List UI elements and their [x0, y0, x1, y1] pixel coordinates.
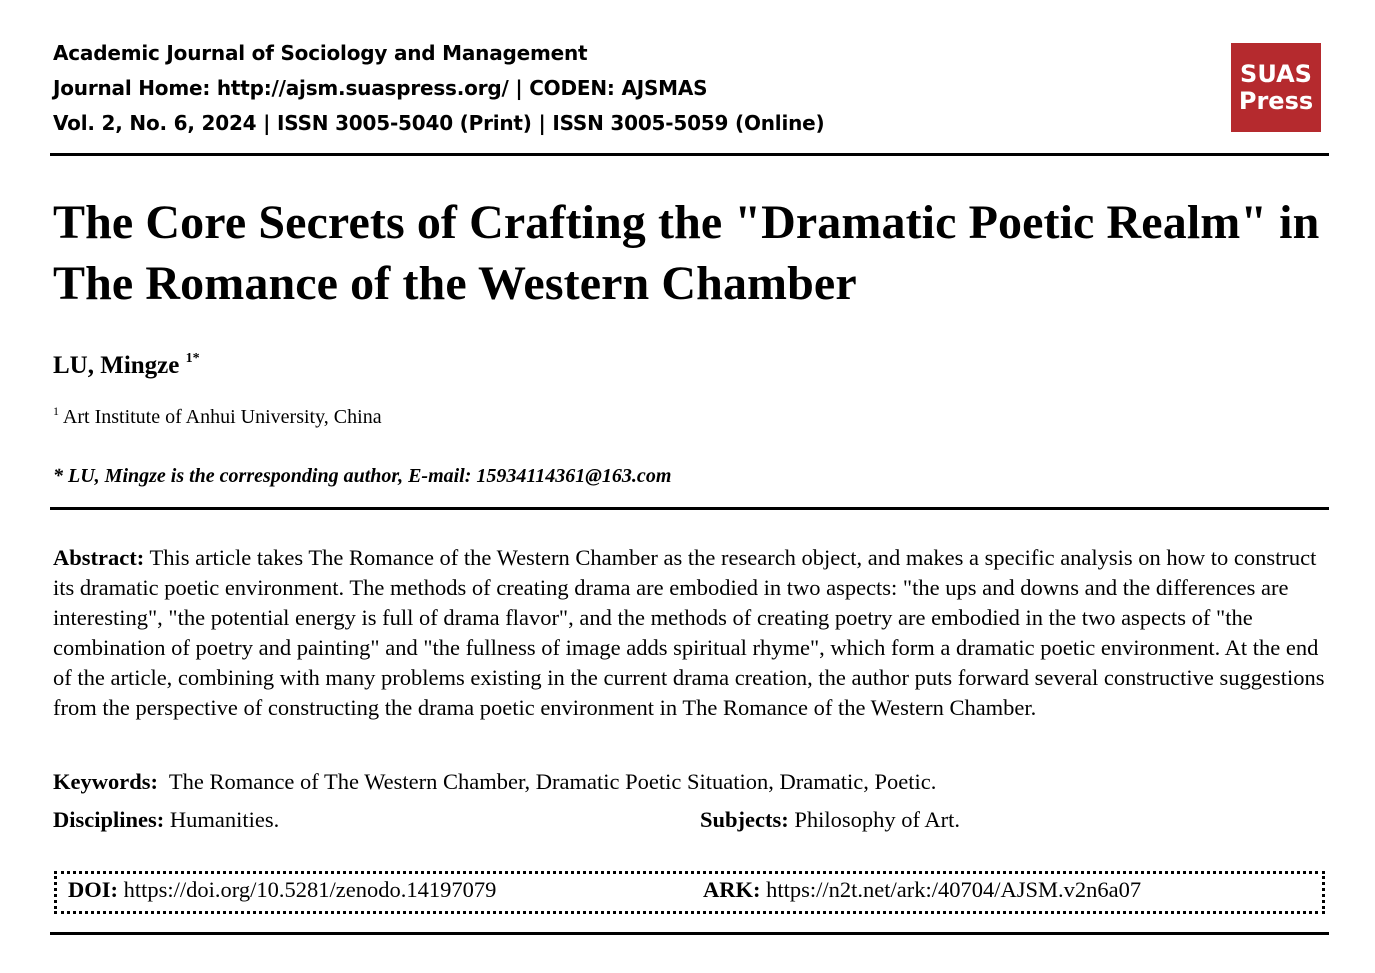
subjects-text: Philosophy of Art.: [794, 807, 961, 832]
header-rule: [50, 153, 1329, 156]
affiliation-superscript: 1: [53, 404, 59, 418]
journal-home: Journal Home: http://ajsm.suaspress.org/ | CODEN: AJSMAS: [53, 76, 708, 100]
ark: [703, 875, 1141, 905]
logo-line-2: Press: [1238, 87, 1314, 115]
subjects-label: Subjects:: [700, 807, 789, 832]
affiliation-text: Art Institute of Anhui University, China: [62, 406, 382, 428]
ark-link[interactable]: https://n2t.net/ark:/40704/AJSM.v2n6a07: [766, 877, 1142, 902]
subjects: [700, 805, 960, 835]
doi-link[interactable]: https://doi.org/10.5281/zenodo.14197079: [123, 877, 497, 902]
journal-header: [53, 36, 824, 141]
author-superscript: 1*: [185, 351, 200, 366]
disciplines: [53, 805, 279, 835]
keywords-label: Keywords:: [53, 769, 158, 794]
doi-label: DOI:: [68, 877, 118, 902]
abstract-text: This article takes The Romance of the Western Chamber as the research object, and makes a specific analysis on how to construct its dramatic poetic environment. The methods of creating drama are embodied in two aspects: "the ups and downs and the differences are interesting", "the potential energy is full of drama flavor", and the methods of creating poetry are embodied in the two aspects of "the combination of poetry and painting" and "the fullness of image adds spiritual rhyme", which form a dramatic poetic environment. At the end of the article, combining with many problems existing in the current drama creation, the author puts forward several constructive suggestions from the perspective of constructing the drama poetic environment in The Romance of the Western Chamber.: [53, 545, 1325, 720]
disciplines-text: Humanities.: [169, 807, 280, 832]
corresponding-author: * LU, Mingze is the corresponding author, E-mail: 15934114361@163.com: [53, 465, 672, 487]
abstract: [53, 543, 1325, 723]
suas-press-logo: [1231, 43, 1321, 132]
doi: [68, 875, 496, 905]
journal-name: Academic Journal of Sociology and Management: [53, 41, 588, 65]
keywords-text: The Romance of The Western Chamber, Dramatic Poetic Situation, Dramatic, Poetic.: [168, 769, 937, 794]
disciplines-label: Disciplines:: [53, 807, 165, 832]
footer-rule: [50, 932, 1329, 935]
article-title: The Core Secrets of Crafting the "Dramatic Poetic Realm" in The Romance of the Western Chamber: [53, 196, 1320, 310]
ark-label: ARK:: [703, 877, 761, 902]
volume-issn: Vol. 2, No. 6, 2024 | ISSN 3005-5040 (Print) | ISSN 3005-5059 (Online): [53, 111, 825, 135]
logo-line-1: SUAS: [1240, 60, 1312, 88]
author-line: [53, 350, 200, 382]
affiliation: [53, 404, 382, 430]
abstract-label: Abstract:: [53, 545, 145, 570]
author-name: LU, Mingze: [53, 352, 180, 379]
keywords: [53, 767, 936, 797]
section-rule: [50, 507, 1329, 510]
